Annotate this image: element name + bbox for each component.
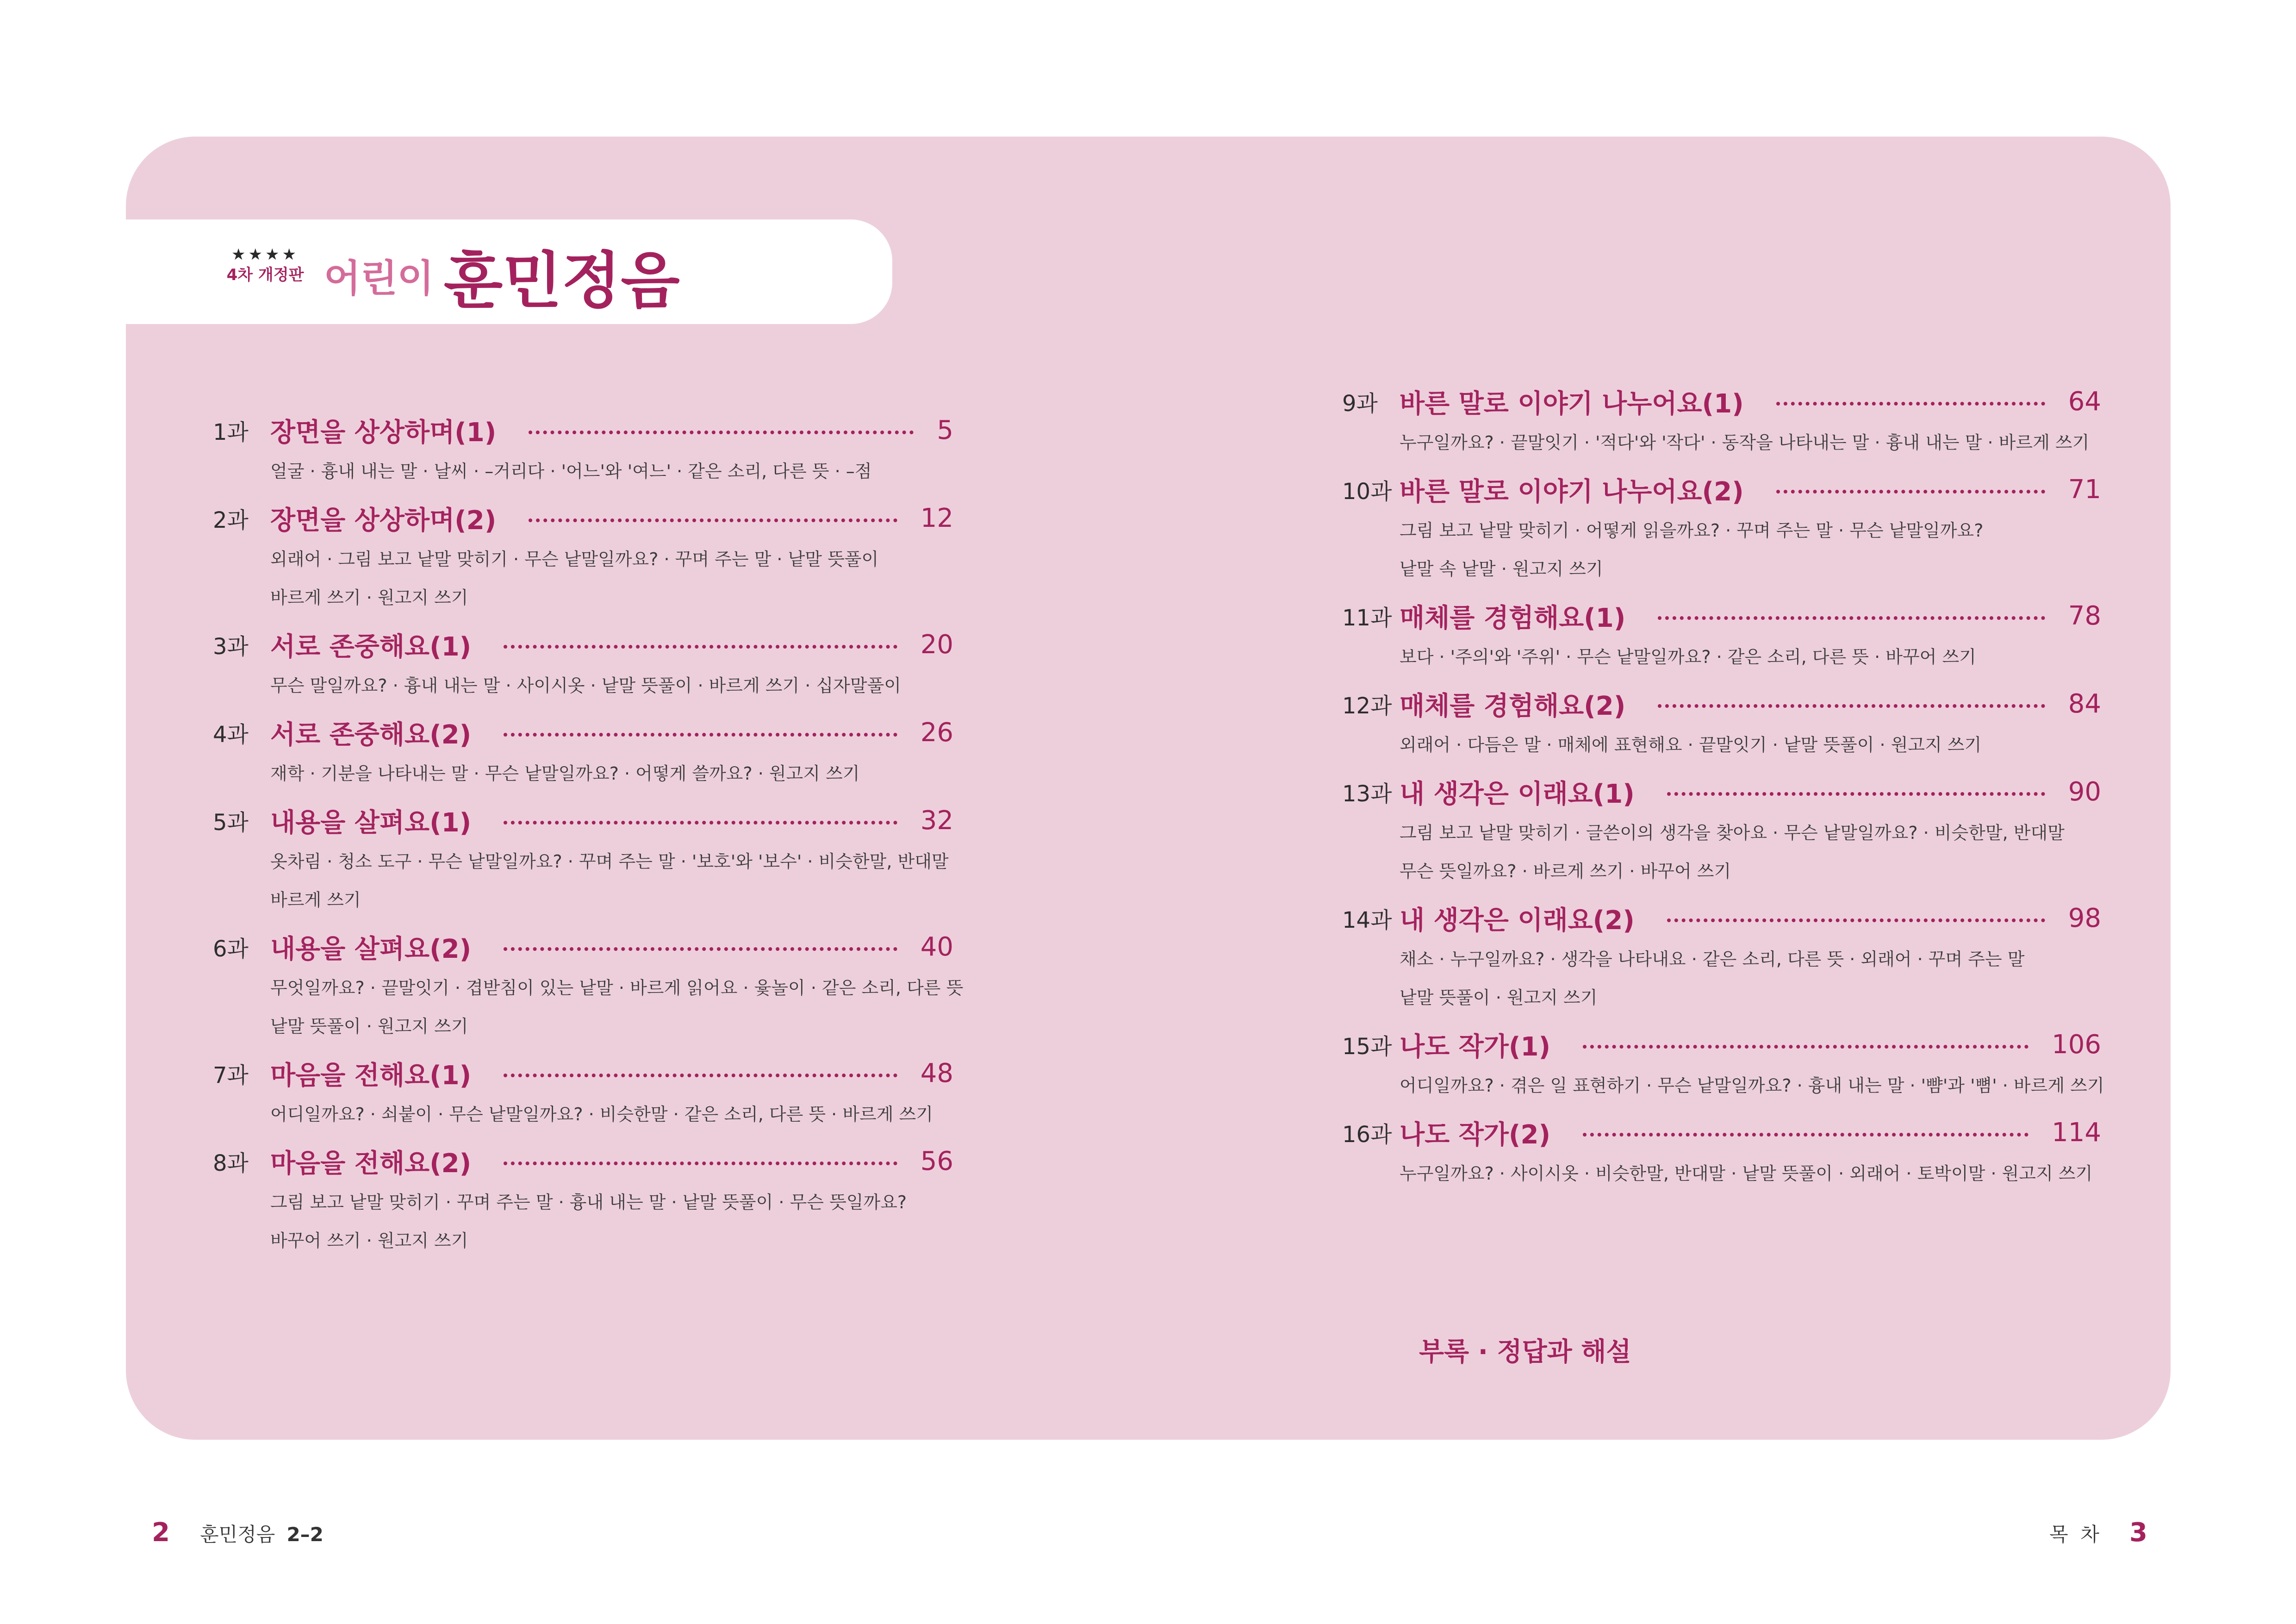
topic-line: 어디일까요? · 쇠붙이 · 무슨 낱말일까요? · 비슷한말 · 같은 소리, 다른 뜻 · 바르게 쓰기	[270, 1104, 933, 1124]
lesson-topics	[1342, 638, 2101, 676]
footer-section: 목 차	[2049, 1523, 2099, 1546]
lesson-title[interactable]: 나도 작가(2)	[1400, 1119, 1551, 1150]
toc-entry[interactable]	[213, 799, 953, 919]
topic-line: 옷차림 · 청소 도구 · 무슨 낱말일까요? · 꾸며 주는 말 · '보호'와 '보수' · 비슷한말, 반대말	[270, 851, 949, 872]
lesson-topics	[213, 1183, 953, 1260]
topic-line: 외래어 · 다듬은 말 · 매체에 표현해요 · 끝말잇기 · 낱말 뜻풀이 · 원고지 쓰기	[1400, 735, 1982, 755]
edition-badge	[221, 245, 309, 286]
toc-entry-head	[213, 408, 953, 452]
toc-entry-head	[1342, 1111, 2101, 1155]
lesson-title[interactable]: 마음을 전해요(2)	[270, 1148, 472, 1179]
toc-entry-head	[1342, 1023, 2101, 1067]
lesson-topics	[213, 969, 964, 1046]
lesson-number: 10과	[1342, 479, 1392, 505]
topic-line: 무슨 뜻일까요? · 바르게 쓰기 · 바꾸어 쓰기	[1400, 861, 1731, 881]
footer-level: 2–2	[286, 1523, 324, 1546]
page-number[interactable]: 78	[2068, 601, 2101, 631]
page-number[interactable]: 5	[937, 415, 953, 445]
lesson-title[interactable]: 내 생각은 이래요(1)	[1400, 779, 1635, 809]
page-number[interactable]: 90	[2068, 777, 2101, 807]
appendix-entry[interactable]: 부록 · 정답과 해설	[1419, 1337, 1631, 1367]
topic-line: 낱말 뜻풀이 · 원고지 쓰기	[1400, 987, 1598, 1008]
lesson-title[interactable]: 나도 작가(1)	[1400, 1031, 1551, 1062]
lesson-number: 1과	[213, 419, 249, 445]
toc-entry-head	[213, 496, 953, 540]
lesson-topics	[213, 667, 953, 705]
lesson-title[interactable]: 매체를 경험해요(1)	[1400, 603, 1626, 633]
lesson-topics	[213, 755, 953, 793]
toc-entry-head	[213, 1051, 953, 1095]
toc-entry[interactable]	[1342, 594, 2101, 676]
leader-dots	[1583, 1045, 2028, 1049]
lesson-topics	[1342, 940, 2101, 1017]
leader-dots	[529, 518, 897, 522]
leader-dots	[504, 1162, 897, 1165]
toc-entry-head	[1342, 380, 2101, 424]
lesson-number: 13과	[1342, 781, 1392, 807]
leader-dots	[529, 431, 914, 434]
lesson-topics	[1342, 512, 2101, 588]
toc-column-right	[1342, 380, 2104, 1199]
topic-line: 얼굴 · 흉내 내는 말 · 날씨 · –거리다 · '어느'와 '여느' · 같은 소리, 다른 뜻 · –점	[270, 461, 872, 481]
page-number-right: 3	[2129, 1518, 2147, 1548]
toc-entry-head	[213, 1139, 953, 1183]
topic-line: 보다 · '주의'와 '주위' · 무슨 낱말일까요? · 같은 소리, 다른 뜻 · 바꾸어 쓰기	[1400, 647, 1976, 667]
page-number[interactable]: 20	[920, 630, 953, 660]
stars-icon: ★★★★	[231, 245, 299, 264]
topic-line: 누구일까요? · 끝말잇기 · '적다'와 '작다' · 동작을 나타내는 말 · 흉내 내는 말 · 바르게 쓰기	[1400, 432, 2090, 453]
topic-line: 채소 · 누구일까요? · 생각을 나타내요 · 같은 소리, 다른 뜻 · 외래어 · 꾸며 주는 말	[1400, 949, 2025, 969]
lesson-number: 8과	[213, 1150, 249, 1176]
lesson-number: 12과	[1342, 693, 1392, 719]
page-number[interactable]: 114	[2052, 1118, 2101, 1148]
lesson-number: 15과	[1342, 1034, 1392, 1060]
toc-entry[interactable]	[213, 623, 953, 705]
lesson-title[interactable]: 마음을 전해요(1)	[270, 1060, 472, 1091]
toc-entry[interactable]	[1342, 1023, 2104, 1105]
leader-dots	[504, 821, 897, 824]
lesson-number: 11과	[1342, 605, 1392, 631]
topic-line: 그림 보고 낱말 맞히기 · 글쓴이의 생각을 찾아요 · 무슨 낱말일까요? · 비슷한말, 반대말	[1400, 823, 2065, 843]
lesson-title[interactable]: 내용을 살펴요(1)	[270, 807, 472, 838]
topic-line: 무슨 말일까요? · 흉내 내는 말 · 사이시옷 · 낱말 뜻풀이 · 바르게 쓰기 · 십자말풀이	[270, 675, 901, 696]
lesson-number: 3과	[213, 634, 249, 660]
lesson-topics	[1342, 1067, 2104, 1105]
lesson-title[interactable]: 장면을 상상하며(2)	[270, 505, 497, 536]
page-number[interactable]: 64	[2068, 387, 2101, 417]
lesson-number: 4과	[213, 722, 249, 748]
topic-line: 누구일까요? · 사이시옷 · 비슷한말, 반대말 · 낱말 뜻풀이 · 외래어 · 토박이말 · 원고지 쓰기	[1400, 1163, 2093, 1184]
leader-dots	[1667, 792, 2045, 796]
footer-left	[152, 1518, 324, 1548]
leader-dots	[1776, 490, 2045, 493]
toc-entry[interactable]	[1342, 468, 2101, 588]
toc-entry[interactable]	[1342, 896, 2101, 1017]
topic-line: 그림 보고 낱말 맞히기 · 어떻게 읽을까요? · 꾸며 주는 말 · 무슨 낱말일까요?	[1400, 520, 1984, 541]
topic-line: 낱말 뜻풀이 · 원고지 쓰기	[270, 1016, 468, 1037]
topic-line: 바르게 쓰기	[270, 890, 361, 910]
page-number[interactable]: 12	[920, 503, 953, 533]
leader-dots	[1776, 402, 2045, 406]
toc-entry-head	[1342, 682, 2101, 726]
lesson-number: 5과	[213, 810, 249, 836]
page-number[interactable]: 106	[2052, 1030, 2101, 1060]
page-number[interactable]: 32	[920, 806, 953, 836]
page-number[interactable]: 84	[2068, 689, 2101, 719]
brand-title	[324, 231, 680, 319]
toc-entry[interactable]	[213, 1051, 953, 1134]
toc-entry[interactable]	[1342, 682, 2101, 764]
toc-entry[interactable]	[213, 1139, 953, 1260]
leader-dots	[504, 1074, 897, 1077]
page-number[interactable]: 56	[920, 1146, 953, 1176]
page-number[interactable]: 40	[920, 932, 953, 962]
toc-entry[interactable]	[1342, 770, 2101, 891]
lesson-topics	[1342, 424, 2101, 462]
page-number[interactable]: 98	[2068, 903, 2101, 933]
lesson-number: 16과	[1342, 1122, 1392, 1148]
leader-dots	[1583, 1133, 2028, 1137]
topic-line: 그림 보고 낱말 맞히기 · 꾸며 주는 말 · 흉내 내는 말 · 낱말 뜻풀이 · 무슨 뜻일까요?	[270, 1192, 907, 1212]
lesson-number: 7과	[213, 1062, 249, 1088]
toc-column-left	[213, 408, 964, 1266]
lesson-number: 9과	[1342, 391, 1378, 417]
lesson-number: 2과	[213, 507, 249, 533]
toc-entry[interactable]	[1342, 1111, 2101, 1193]
page-number[interactable]: 26	[920, 718, 953, 748]
toc-entry[interactable]	[1342, 380, 2101, 462]
page-number[interactable]: 71	[2068, 475, 2101, 505]
lesson-title[interactable]: 내 생각은 이래요(2)	[1400, 905, 1635, 936]
page-number[interactable]: 48	[920, 1058, 953, 1088]
edition-label: 4차 개정판	[226, 266, 304, 284]
lesson-title[interactable]: 서로 존중해요(2)	[270, 719, 472, 750]
lesson-title[interactable]: 바른 말로 이야기 나누어요(2)	[1400, 476, 1744, 507]
topic-line: 낱말 속 낱말 · 원고지 쓰기	[1400, 559, 1603, 579]
leader-dots	[504, 733, 897, 737]
toc-entry-head	[1342, 468, 2101, 512]
leader-dots	[1658, 616, 2045, 620]
leader-dots	[1667, 918, 2045, 922]
leader-dots	[504, 947, 897, 951]
topic-line: 무엇일까요? · 끝말잇기 · 겹받침이 있는 낱말 · 바르게 읽어요 · 윷놀이 · 같은 소리, 다른 뜻	[270, 978, 964, 998]
lesson-topics	[1342, 1155, 2101, 1193]
topic-line: 바르게 쓰기 · 원고지 쓰기	[270, 587, 468, 608]
brand-small: 어린이	[324, 256, 434, 301]
topic-line: 외래어 · 그림 보고 낱말 맞히기 · 무슨 낱말일까요? · 꾸며 주는 말 · 낱말 뜻풀이	[270, 549, 879, 569]
lesson-topics	[213, 540, 953, 617]
lesson-topics	[213, 1095, 953, 1134]
topic-line: 바꾸어 쓰기 · 원고지 쓰기	[270, 1230, 468, 1251]
lesson-number: 6과	[213, 936, 249, 962]
lesson-topics	[213, 452, 953, 491]
lesson-title[interactable]: 서로 존중해요(1)	[270, 631, 472, 662]
toc-entry-head	[1342, 896, 2101, 940]
page-number-left: 2	[152, 1518, 170, 1548]
lesson-title[interactable]: 내용을 살펴요(2)	[270, 934, 472, 964]
lesson-number: 14과	[1342, 907, 1392, 933]
lesson-title[interactable]: 매체를 경험해요(2)	[1400, 691, 1626, 721]
footer-right	[2049, 1518, 2147, 1548]
lesson-topics	[1342, 726, 2101, 764]
toc-entry-head	[213, 711, 953, 755]
leader-dots	[504, 645, 897, 649]
toc-entry-head	[1342, 594, 2101, 638]
toc-entry[interactable]	[213, 408, 953, 491]
topic-line: 재학 · 기분을 나타내는 말 · 무슨 낱말일까요? · 어떻게 쓸까요? · 원고지 쓰기	[270, 763, 860, 784]
toc-entry-head	[213, 925, 953, 969]
toc-entry[interactable]	[213, 711, 953, 793]
brand-big: 훈민정음	[443, 245, 680, 317]
lesson-title[interactable]: 바른 말로 이야기 나누어요(1)	[1400, 388, 1744, 419]
leader-dots	[1658, 704, 2045, 708]
toc-entry[interactable]	[213, 925, 964, 1046]
footer-book-title: 훈민정음	[200, 1523, 275, 1546]
lesson-topics	[1342, 814, 2101, 891]
lesson-topics	[213, 843, 953, 919]
toc-entry[interactable]	[213, 496, 953, 617]
lesson-title[interactable]: 장면을 상상하며(1)	[270, 417, 497, 448]
topic-line: 어디일까요? · 겪은 일 표현하기 · 무슨 낱말일까요? · 흉내 내는 말 · '뺨'과 '뼘' · 바르게 쓰기	[1400, 1075, 2104, 1096]
toc-entry-head	[213, 623, 953, 667]
toc-entry-head	[1342, 770, 2101, 814]
toc-entry-head	[213, 799, 953, 843]
